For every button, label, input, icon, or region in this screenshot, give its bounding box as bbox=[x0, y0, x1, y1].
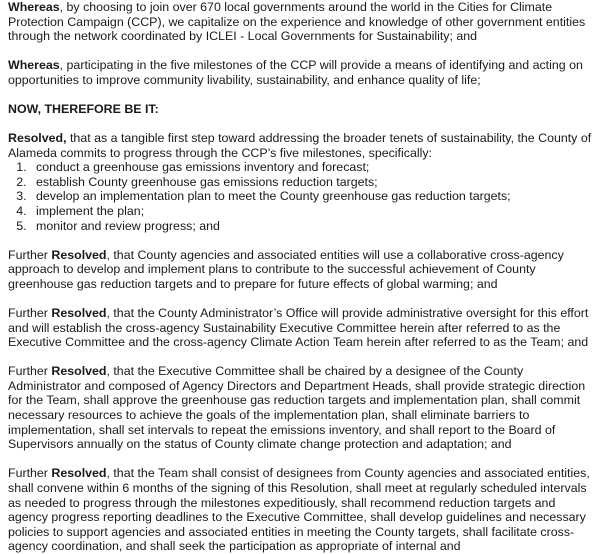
resolved-lead: Resolved, bbox=[8, 131, 67, 146]
resolved-text: , that the Team shall consist of designees from County agencies and associated entities, shall convene within 6 months of the signing of this Resolution, shall meet at regularly scheduled intervals as needed to progress through the milestones expeditiously, shall recommend reduction targets and agency progress reporting deadlines to the Executive Committee, shall develop guidelines and necessary policies to support agencies and associated entities in meeting the County targets, shall facilitate cross-agency coordination, and shall seek the participation as appropriate of internal and bbox=[8, 466, 590, 554]
further-prefix: Further bbox=[8, 306, 52, 320]
whereas-lead: Whereas bbox=[8, 0, 60, 14]
whereas-lead: Whereas bbox=[8, 58, 60, 73]
list-item: 3. develop an implementation plan to meet the County greenhouse gas reduction targets; bbox=[30, 189, 596, 204]
further-resolved-paragraph-1 bbox=[8, 248, 596, 292]
further-resolved-paragraph-4 bbox=[8, 466, 596, 554]
list-item: 2. establish County greenhouse gas emissions reduction targets; bbox=[30, 175, 596, 190]
resolved-text: , that the County Administrator’s Office will provide administrative oversight for this effort and will establish the cross-agency Sustainability Executive Committee herein after referred to as the Executive Committee and the cross-agency Climate Action Team herein after referred to as the Team; and bbox=[8, 306, 589, 350]
further-resolved-paragraph-2 bbox=[8, 306, 596, 350]
resolved-text: , that the Executive Committee shall be chaired by a designee of the County Administrator and composed of Agency Directors and Department Heads, shall provide strategic direction for the Team, shall approve the greenhouse gas reduction targets and implementation plan, shall commit necessary resources to achieve the goals of the implementation plan, shall eliminate barriers to implementation, shall set intervals to repeat the emissions inventory, and shall report to the Board of Supervisors annually on the status of County climate change protection and adaptation; and bbox=[8, 364, 586, 452]
further-prefix: Further bbox=[8, 466, 52, 481]
whereas-text: , participating in the five milestones of the CCP will provide a means of identifying and acting on opportunities to improve community livability, sustainability, and enhance quality of life; bbox=[8, 58, 583, 87]
further-prefix: Further bbox=[8, 364, 52, 379]
list-item: 4. implement the plan; bbox=[30, 204, 596, 219]
resolved-lead: Resolved bbox=[51, 306, 107, 320]
resolved-lead: Resolved bbox=[51, 364, 107, 379]
whereas-paragraph-1 bbox=[8, 0, 596, 44]
milestones-list bbox=[8, 160, 596, 233]
list-item: 1. conduct a greenhouse gas emissions inventory and forecast; bbox=[30, 160, 596, 175]
resolved-lead: Resolved bbox=[51, 247, 107, 262]
resolution-heading: NOW, THEREFORE BE IT: bbox=[8, 101, 159, 116]
list-item: 5. monitor and review progress; and bbox=[30, 219, 596, 234]
whereas-paragraph-2 bbox=[8, 58, 596, 87]
resolved-lead: Resolved bbox=[51, 466, 107, 481]
document-page bbox=[8, 0, 596, 554]
resolved-paragraph-1 bbox=[8, 131, 596, 160]
resolved-text: that as a tangible first step toward addressing the broader tenets of sustainability, the County of Alameda commits to progress through the CCP’s five milestones, specifically: bbox=[8, 131, 592, 160]
further-prefix: Further bbox=[8, 247, 52, 262]
resolved-text: , that County agencies and associated entities will use a collaborative cross-agency approach to develop and implement plans to contribute to the successful achievement of County greenhouse gas reduction targets and to prepare for future effects of global warming; and bbox=[8, 247, 564, 291]
whereas-text: , by choosing to join over 670 local governments around the world in the Cities for Climate Protection Campaign (CCP), we capitalize on the experience and knowledge of other government entities through the network coordinated by ICLEI - Local Governments for Sustainability; and bbox=[8, 0, 586, 44]
further-resolved-paragraph-3 bbox=[8, 364, 596, 452]
